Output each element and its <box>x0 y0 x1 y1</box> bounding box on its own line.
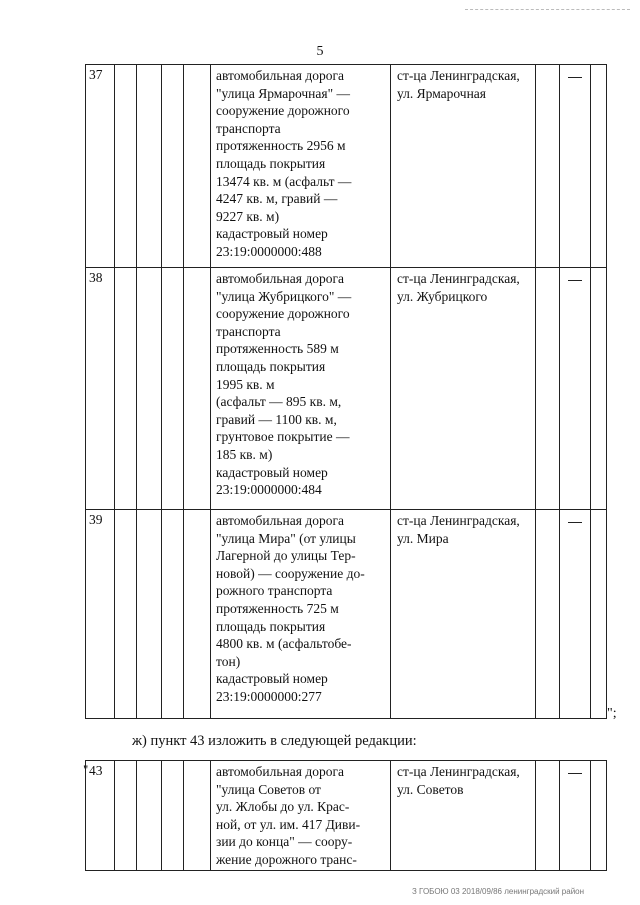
dash-cell <box>560 510 591 719</box>
data-table-bottom <box>85 760 607 871</box>
object-description: автомобильная дорога "улица Мира" (от улицы Лагерной до улицы Тер- новой) — сооружение до- рожного транспорта протяженность 725 м площадь покрытия 4800 кв. м (асфальтобе- тон) кадастровый номер 23:19:0000000:277 <box>211 510 391 719</box>
dash-cell <box>560 268 591 510</box>
dash-mark <box>568 522 582 523</box>
object-location: ст-ца Ленинградская, ул. Мира <box>391 510 536 719</box>
row-number: 43 <box>86 761 115 871</box>
page-footer: З ГОБОЮ 03 2018/09/86 ленинградский район <box>412 887 585 896</box>
dash-mark <box>568 773 582 774</box>
dash-mark <box>568 280 582 281</box>
page-number: 5 <box>316 44 324 59</box>
data-table-top <box>85 64 607 719</box>
row-number: 39 <box>86 510 115 719</box>
object-location: ст-ца Ленинградская, ул. Жубрицкого <box>391 268 536 510</box>
table-row <box>86 65 607 268</box>
closing-quote: "; <box>607 706 617 721</box>
row-number: 38 <box>86 268 115 510</box>
opening-quote: " <box>83 762 89 777</box>
object-location: ст-ца Ленинградская, ул. Ярмарочная <box>391 65 536 268</box>
row-number: 37 <box>86 65 115 268</box>
table-row <box>86 510 607 719</box>
dash-cell <box>560 65 591 268</box>
object-location: ст-ца Ленинградская, ул. Советов <box>391 761 536 871</box>
amendment-paragraph: ж) пункт 43 изложить в следующей редакции: <box>132 733 417 749</box>
header-line <box>465 9 630 10</box>
dash-cell <box>560 761 591 871</box>
dash-mark <box>568 77 582 78</box>
object-description: автомобильная дорога "улица Советов от ул. Жлобы до ул. Крас- ной, от ул. им. 417 Диви- зии до конца" — соору- жение дорожного транс- <box>211 761 391 871</box>
table-row <box>86 268 607 510</box>
object-description: автомобильная дорога "улица Ярмарочная" — сооружение дорожного транспорта протяженность 2956 м площадь покрытия 13474 кв. м (асфальт — 4247 кв. м, гравий — 9227 кв. м) кадастровый номер 23:19:0000000:488 <box>211 65 391 268</box>
object-description: автомобильная дорога "улица Жубрицкого" — сооружение дорожного транспорта протяженность 589 м площадь покрытия 1995 кв. м (асфальт — 895 кв. м, гравий — 1100 кв. м, грунтовое покрытие — 185 кв. м) кадастровый номер 23:19:0000000:484 <box>211 268 391 510</box>
table-row <box>86 761 607 871</box>
